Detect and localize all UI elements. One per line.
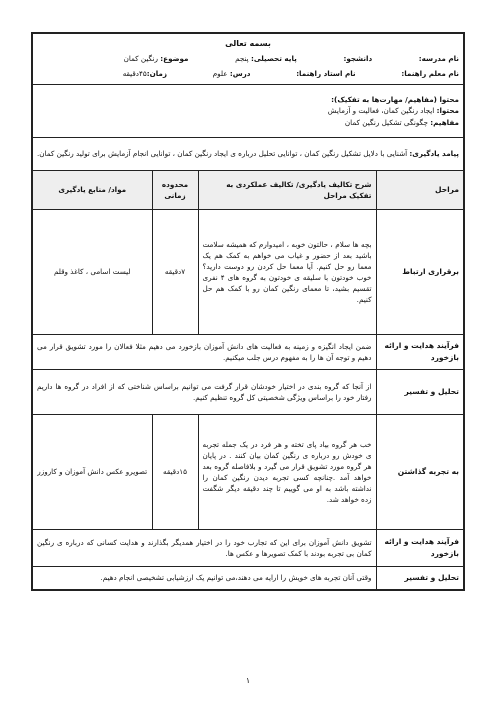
time-value: ۴۵دقیقه [122, 68, 147, 78]
table-row [32, 210, 464, 335]
stage-cell: برقراری ارتباط [376, 210, 464, 335]
header-row-1 [37, 53, 459, 64]
concepts-label: مفاهیم: [430, 117, 459, 127]
materials-cell: تصویرو عکس دانش آموزان و کاروزر [32, 415, 152, 530]
time-cell: ۱۵دقیقه [152, 415, 198, 530]
description-cell: از آنجا که گروه بندی در اختیار خودشان قرار گرفت می توانیم براساس شناختی که از افراد در گروه ها داریم رفتار خود را براساس ویژگی شخصیتی کل گروه تنظیم کنیم. [32, 370, 376, 415]
col-header-description: شرح تکالیف یادگیری/ تکالیف عملکردی به تفکیک مراحل [198, 171, 376, 210]
stage-cell: فرآیند هدایت و ارائه بازخورد [376, 335, 464, 370]
grade-label: پایه تحصیلی: [250, 54, 297, 64]
concepts-value: چگونگی تشکیل رنگین کمان [344, 117, 428, 127]
header-row-2 [37, 68, 459, 79]
professor-label: نام استاد راهنما: [296, 68, 356, 78]
teacher-label: نام معلم راهنما: [401, 68, 459, 78]
page-number: ۱ [245, 676, 251, 685]
topic-value: رنگین کمان [123, 54, 158, 64]
lesson-plan-table [31, 32, 465, 591]
lesson-plan-page [33, 32, 465, 591]
description-cell: بچه ها سلام ، حالتون خوبه ، امیدوارم که همیشه سلامت باشید بعد از حضور و غیاب می خواهم به کمک هم یک معما رو حل کنیم. آیا معما حل کردن رو دوست دارید؟ خوب خودتون با سلیقه ی خودتون به گروه های ۴ نفری تقسیم بشید، تا معمای رنگین کمان رو با کمک هم حل کنیم. [198, 210, 376, 335]
content-value: ایجاد رنگین کمان، فعالیت و آزمایش [327, 106, 435, 116]
outcome-row [32, 138, 464, 171]
time-label: زمان: [146, 68, 168, 78]
table-row [32, 370, 464, 415]
grade-value: پنجم [235, 54, 249, 64]
description-cell: تشویق دانش آموزان برای این که تجارب خود را در اختیار همدیگر بگذارند و هدایت کسانی که درباره ی رنگین کمان بی تجربه بودند با کمک تصویرها و عکس ها. [32, 530, 376, 567]
lesson-value: علوم [212, 68, 228, 78]
table-header-row [32, 171, 464, 210]
table-row [32, 415, 464, 530]
col-header-stage: مراحل [376, 171, 464, 210]
description-cell: خب هر گروه بیاد پای تخته و هر فرد در یک جمله تجربه ی خودش رو درباره ی رنگین کمان بیان کنند . در پایان هر گروه مورد تشویق قرار می گیرد و بلافاصله گروه بعد خواهد آمد .چنانچه کسی تجربه دیدن رنگین کمان را نداشته باشد به او می گوییم تا چند دقیقه دیگر شگفت زده خواهد شد. [198, 415, 376, 530]
student-label: دانشجو: [343, 54, 373, 64]
table-row [32, 335, 464, 370]
stage-cell: تحلیل و تفسیر [376, 370, 464, 415]
materials-cell: لیست اسامی ، کاغذ وقلم [32, 210, 152, 335]
lesson-label: درس: [229, 68, 251, 78]
table-row [32, 530, 464, 567]
page-title: بسمه تعالی [225, 39, 271, 48]
description-cell: ضمن ایجاد انگیزه و زمینه به فعالیت های دانش آموزان بازخورد می دهیم مثلا فعالان را مورد تشویق قرار می دهیم و توجه آن ها را به مفهوم درس جلب میکنیم. [32, 335, 376, 370]
description-cell: وقتی آنان تجربه های خویش را ارایه می دهند،می توانیم یک ارزشیابی تشخیصی انجام دهیم. [32, 567, 376, 591]
stage-cell: به تجربه گذاشتن [376, 415, 464, 530]
outcome-label: پیامد یادگیری: [409, 149, 459, 159]
content-heading: محتوا (مفاهیم/ مهارت‌ها به تفکیک): [331, 95, 459, 105]
content-label: محتوا: [436, 106, 459, 116]
topic-label: موضوع: [160, 54, 189, 64]
table-row [32, 567, 464, 591]
stage-cell: تحلیل و تفسیر [376, 567, 464, 591]
col-header-time: محدوده زمانی [152, 171, 198, 210]
time-cell: ۷دقیقه [152, 210, 198, 335]
content-row [32, 85, 464, 138]
outcome-text: آشنایی با دلایل تشکیل رنگین کمان ، توانایی تحلیل درباره ی ایجاد رنگین کمان ، توانایی انجام آزمایش برای تولید رنگین کمان. [36, 149, 408, 159]
col-header-materials: مواد/ منابع یادگیری [32, 171, 152, 210]
stage-cell: فرآیند هدایت و ارائه بازخورد [376, 530, 464, 567]
title-row [32, 33, 464, 85]
school-label: نام مدرسه: [418, 54, 459, 64]
